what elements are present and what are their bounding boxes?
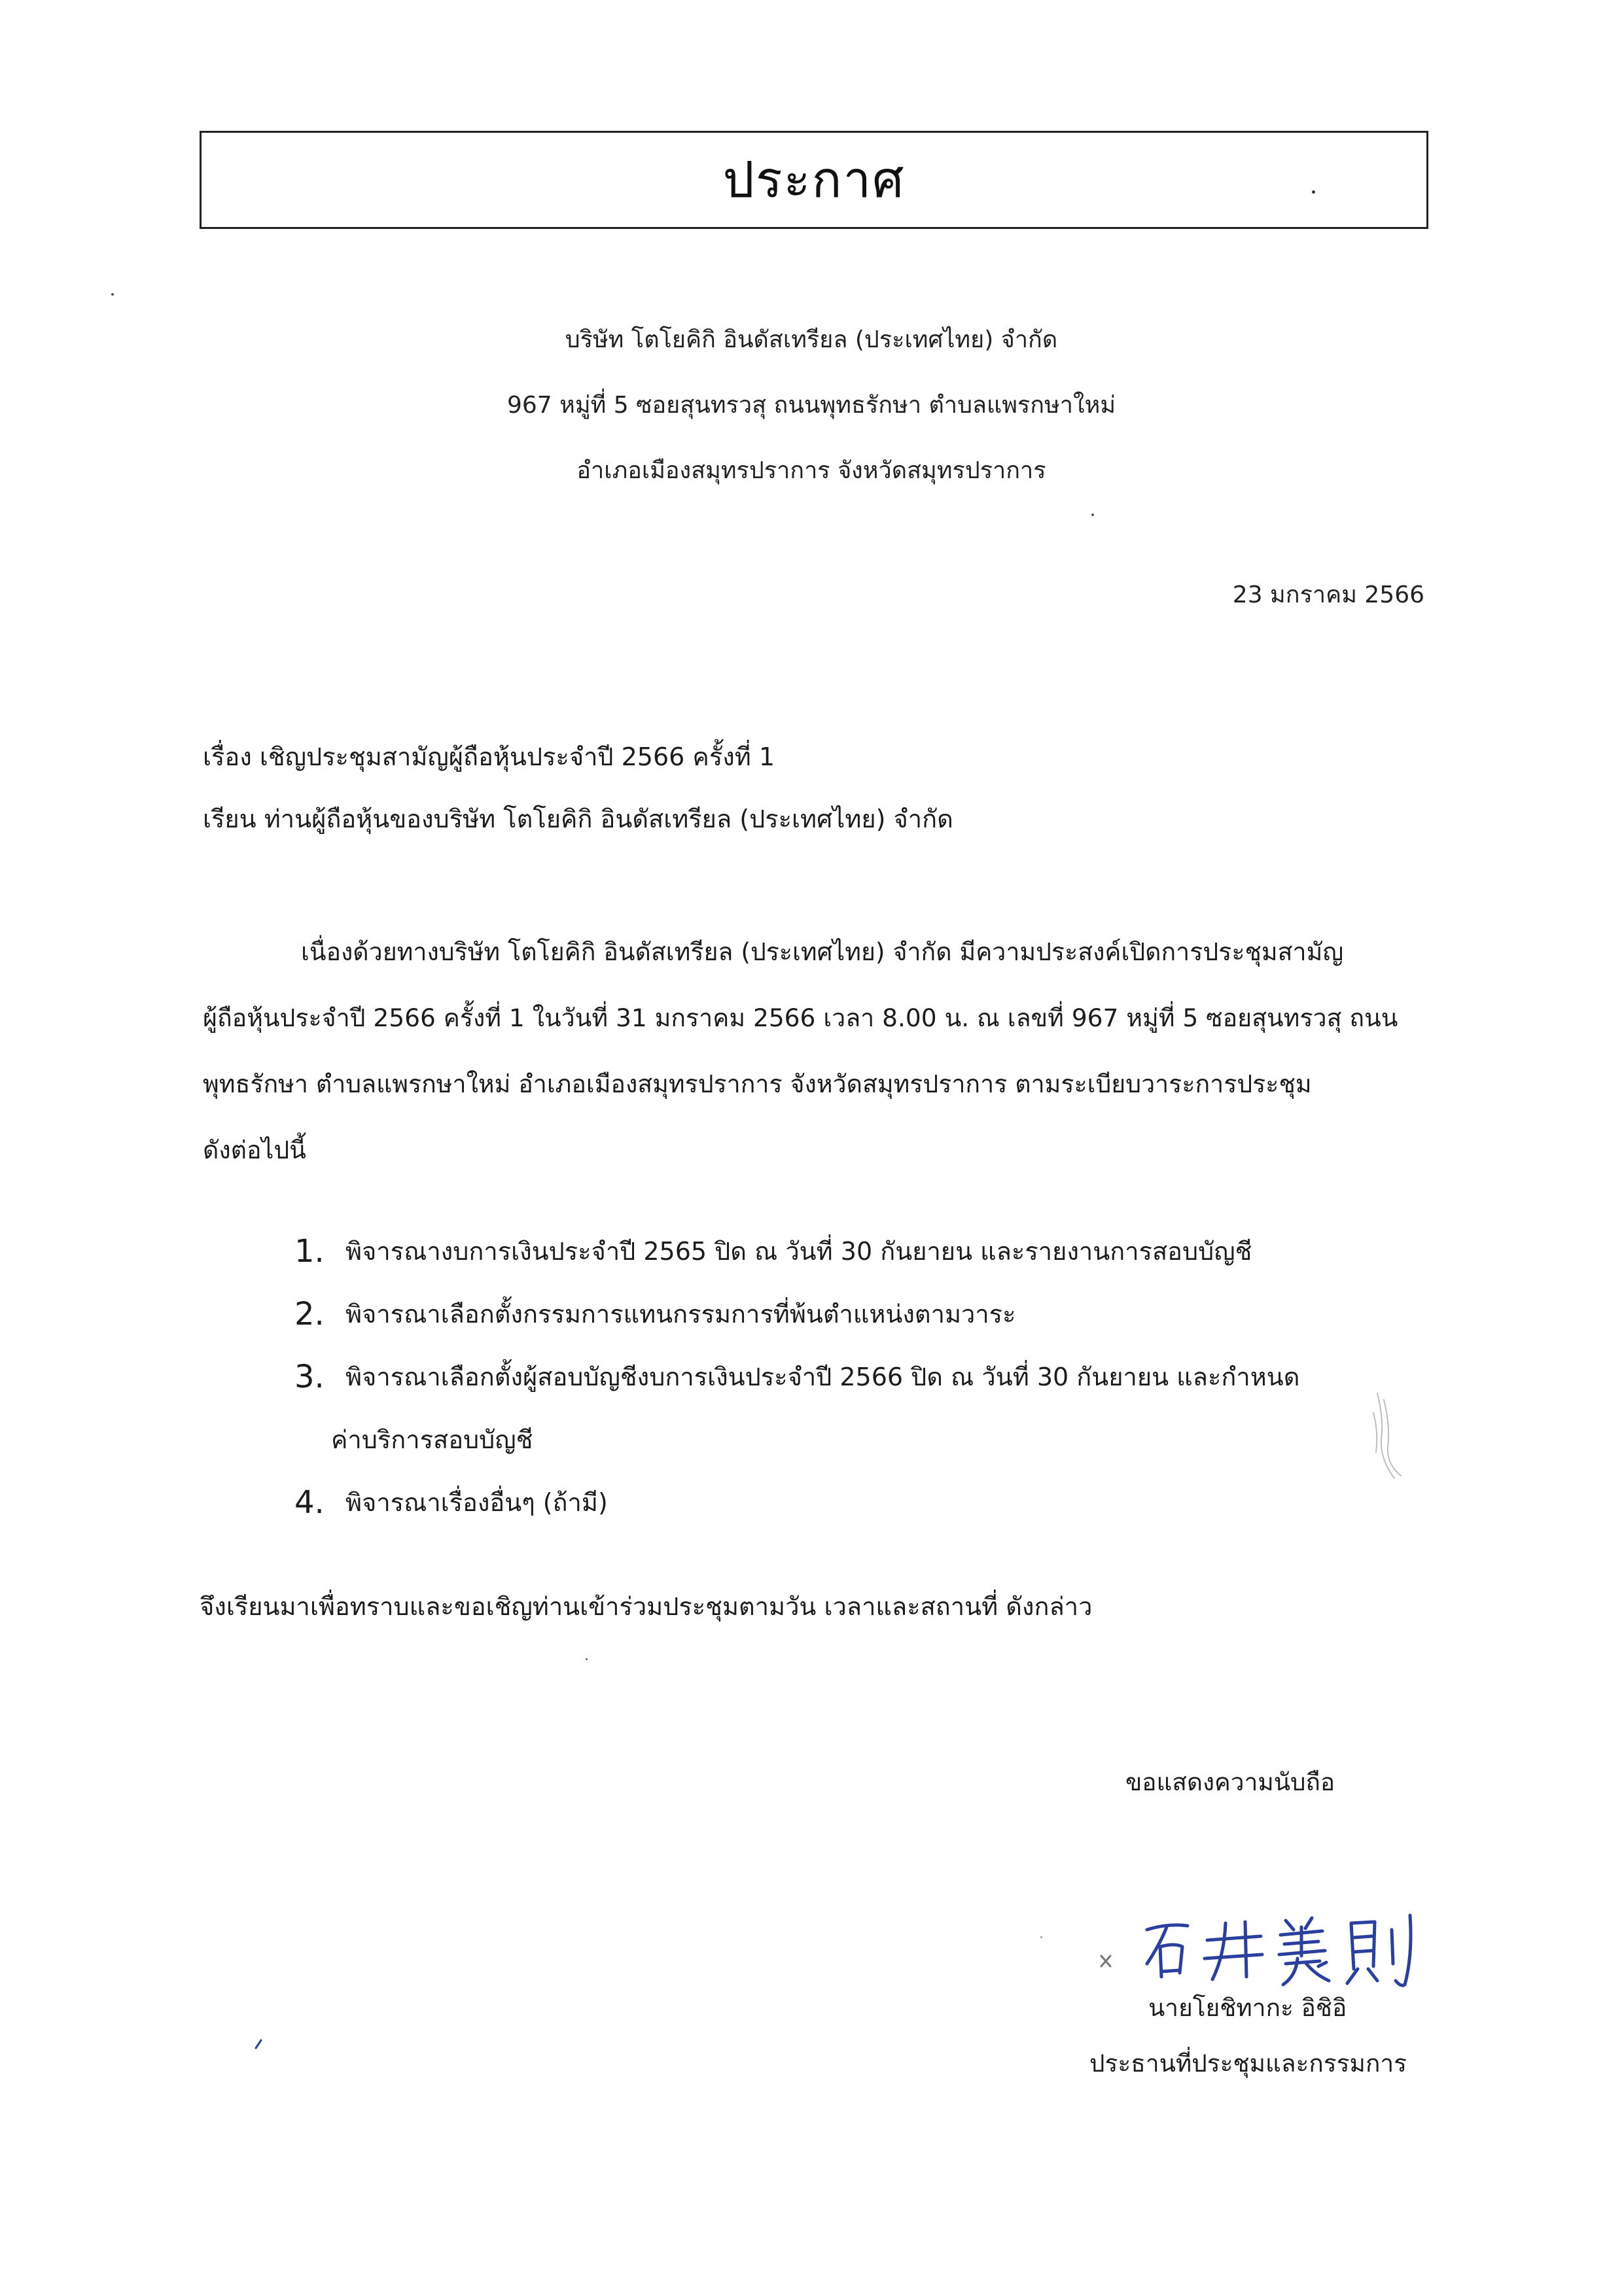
body-line: ผู้ถือหุ้นประจำปี 2566 ครั้งที่ 1 ในวันที่ 31 มกราคม 2566 เวลา 8.00 น. ณ เลขที่ 967 หมู่ที่ 5 ซอยสุนทรวสุ ถนน (203, 1003, 1398, 1032)
signer-name: นายโยชิทากะ อิชิอิ (1148, 1994, 1347, 2022)
body-line: พุทธรักษา ตำบลแพรกษาใหม่ อำเภอเมืองสมุทรปราการ จังหวัดสมุทรปราการ ตามระเบียบวาระการประชุม (203, 1070, 1312, 1098)
subject-block (203, 726, 953, 850)
agenda-text: พิจารณาเลือกตั้งกรรมการแทนกรรมการที่พ้นตำแหน่งตามวาระ (345, 1300, 1016, 1329)
agenda-number: 2. (294, 1296, 325, 1332)
company-name: บริษัท โตโยคิกิ อินดัสเทรียล (ประเทศไทย) จำกัด (565, 326, 1058, 353)
agenda-number: 4. (294, 1484, 325, 1521)
scan-speck (1312, 190, 1315, 194)
agenda-number: 3. (294, 1359, 325, 1395)
pen-tick-mark (252, 2038, 265, 2051)
recipient-line: เรียน ท่านผู้ถือหุ้นของบริษัท โตโยคิกิ อินดัสเทรียล (ประเทศไทย) จำกัด (203, 805, 953, 833)
scan-speck (1040, 1936, 1042, 1938)
document-date: 23 มกราคม 2566 (1232, 582, 1424, 608)
document-title: ประกาศ (722, 150, 906, 209)
scan-speck (111, 293, 114, 296)
agenda-text: พิจารณาเรื่องอื่นๆ (ถ้ามี) (345, 1488, 608, 1517)
company-address-line-2: อำเภอเมืองสมุทรปราการ จังหวัดสมุทรปราการ (576, 457, 1046, 484)
agenda-item (294, 1471, 1430, 1534)
agenda-number: 1. (294, 1233, 325, 1270)
scan-speck (586, 1658, 588, 1660)
body-line: ดังต่อไปนี้ (203, 1136, 306, 1164)
body-paragraph (203, 919, 1426, 1183)
signer-title: ประธานที่ประชุมและกรรมการ (1089, 2049, 1407, 2078)
scan-smudge (1364, 1387, 1417, 1485)
agenda-text: พิจารณางบการเงินประจำปี 2565 ปิด ณ วันที่ 30 กันยายน และรายงานการสอบบัญชี (345, 1237, 1252, 1266)
handwritten-signature (1089, 1904, 1443, 1989)
agenda-text-continuation: ค่าบริการสอบบัญชี (331, 1425, 533, 1454)
agenda-item (294, 1346, 1430, 1471)
scan-speck (1091, 513, 1094, 516)
company-header (196, 307, 1426, 504)
agenda-list (294, 1220, 1430, 1534)
company-address-line-1: 967 หมู่ที่ 5 ซอยสุนทรวสุ ถนนพุทธรักษา ตำบลแพรกษาใหม่ (506, 392, 1116, 419)
regards-line: ขอแสดงความนับถือ (1125, 1768, 1335, 1796)
agenda-item (294, 1283, 1430, 1346)
title-box (200, 131, 1428, 229)
agenda-item (294, 1220, 1430, 1283)
body-line: เนื่องด้วยทางบริษัท โตโยคิกิ อินดัสเทรียล (ประเทศไทย) จำกัด มีความประสงค์เปิดการประชุมสามัญ (301, 937, 1344, 966)
agenda-text: พิจารณาเลือกตั้งผู้สอบบัญชีงบการเงินประจำปี 2566 ปิด ณ วันที่ 30 กันยายน และกำหนด (345, 1363, 1300, 1391)
closing-sentence: จึงเรียนมาเพื่อทราบและขอเชิญท่านเข้าร่วมประชุมตามวัน เวลาและสถานที่ ดังกล่าว (200, 1592, 1093, 1621)
subject-line: เรื่อง เชิญประชุมสามัญผู้ถือหุ้นประจำปี 2566 ครั้งที่ 1 (203, 742, 775, 771)
